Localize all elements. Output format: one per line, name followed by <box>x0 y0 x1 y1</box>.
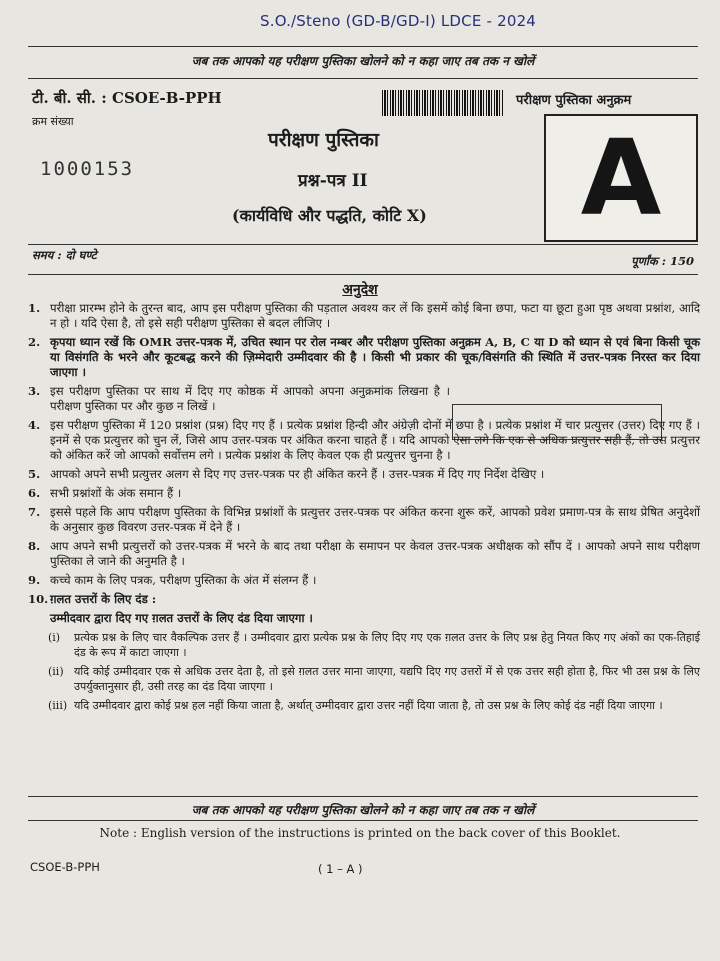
list-item <box>28 539 700 569</box>
barcode <box>382 90 504 116</box>
item-number: 4. <box>28 418 41 432</box>
sub-item-text: यदि कोई उम्मीदवार एक से अधिक उत्तर देता है, तो इसे ग़लत उत्तर माना जाएगा, यद्यपि दिए गए उत्तरों में से एक उत्तर सही होता है, फिर भी उस प्रश्न के लिए उपर्युक्तानुसार ही, उसी तरह का दंड दिया जाएगा । <box>74 665 700 693</box>
list-item <box>28 592 700 607</box>
item-number: 6. <box>28 486 41 500</box>
list-item <box>28 486 700 501</box>
top-rule-2 <box>28 78 698 79</box>
time-allowed: समय : दो घण्टे <box>32 248 97 262</box>
sub-item-number: (ii) <box>48 665 64 678</box>
handwritten-note: S.O./Steno (GD-B/GD-I) LDCE - 2024 <box>260 12 537 30</box>
item-text: सभी प्रश्नांशों के अंक समान हैं । <box>50 486 182 500</box>
item-text: कृपया ध्यान रखें कि OMR उत्तर-पत्रक में, उचित स्थान पर रोल नम्बर और परीक्षण पुस्तिका अनुक्रम A, B, C या D को ध्यान से एवं बिना किसी चूक या विसंगति के भरने और कूटबद्ध करने की ज़िम्मेदारी उम्मीदवार की है । किसी भी प्रकार की चूक/विसंगति की स्थिति में उत्तर-पत्रक निरस्त कर दिया जाएगा । <box>50 335 700 379</box>
english-note: Note : English version of the instructions is printed on the back cover of this Booklet. <box>99 826 621 840</box>
item-number: 7. <box>28 505 41 519</box>
serial-label: क्रम संख्या <box>32 115 74 128</box>
booklet-title: परीक्षण पुस्तिका <box>268 129 379 151</box>
instructions-heading: अनुदेश <box>342 282 378 298</box>
sub-item-text: प्रत्येक प्रश्न के लिए चार वैकल्पिक उत्तर हैं । उम्मीदवार द्वारा प्रत्येक प्रश्न के लिए दिए गए एक ग़लत उत्तर के लिए प्रश्न हेतु नियत किए गए अंकों का एक-तिहाई दंड के रूप में काटा जाएगा । <box>74 631 700 659</box>
footer-code: CSOE-B-PPH <box>30 860 100 874</box>
sub-item <box>48 630 700 660</box>
serial-number: 1000153 <box>40 158 135 180</box>
item-number: 1. <box>28 301 41 315</box>
item-text: परीक्षा प्रारम्भ होने के तुरन्त बाद, आप इस परीक्षण पुस्तिका की पड़ताल अवश्य कर लें कि इसमें कोई बिना छपा, फटा या छूटा हुआ पृष्ठ अथवा प्रश्नांश, आदि न हो । यदि ऐसा है, तो इसे सही परीक्षण पुस्तिका से बदल लीजिए । <box>50 301 701 330</box>
sub-item-number: (iii) <box>48 699 68 712</box>
list-item <box>28 301 700 331</box>
list-item <box>28 467 700 482</box>
item-number: 5. <box>28 467 41 481</box>
list-item <box>28 505 700 535</box>
item-text: कच्चे काम के लिए पत्रक, परीक्षण पुस्तिका के अंत में संलग्न हैं । <box>50 573 317 587</box>
paper-title: प्रश्न-पत्र II <box>298 171 368 191</box>
list-item <box>28 573 700 588</box>
bottom-rule-1 <box>28 796 698 797</box>
item-text: इससे पहले कि आप परीक्षण पुस्तिका के विभिन्न प्रश्नांशों के प्रत्युत्तर उत्तर-पत्रक पर अंकित करना शुरू करें, आपको प्रवेश प्रमाण-पत्र के साथ प्रेषित अनुदेशों के अनुसार कुछ विवरण उत्तर-पत्रक में देने हैं । <box>50 505 700 534</box>
item-number: 10. <box>28 592 49 606</box>
series-letter: A <box>580 117 662 239</box>
sub-item-text: यदि उम्मीदवार द्वारा कोई प्रश्न हल नहीं किया जाता है, अर्थात् उम्मीदवार द्वारा उत्तर नहीं दिया जाता है, तो उस प्रश्न के लिए कोई दंड नहीं दिया जाएगा । <box>74 699 663 712</box>
item-number: 9. <box>28 573 41 587</box>
series-box <box>544 114 698 242</box>
item-text: इस परीक्षण पुस्तिका पर साथ में दिए गए कोष्ठक में आपको अपना अनुक्रमांक लिखना है । परीक्षण पुस्तिका पर और कुछ न लिखें । <box>50 384 450 413</box>
sub-item <box>48 698 700 713</box>
item-text: आप अपने सभी प्रत्युत्तरों को उत्तर-पत्रक में भरने के बाद तथा परीक्षा के समापन पर केवल उत्तर-पत्रक अधीक्षक को सौंप दें । आपको अपने साथ परीक्षण पुस्तिका ले जाने की अनुमति है । <box>50 539 700 568</box>
list-item <box>28 384 700 414</box>
tbc-code: टी. बी. सी. : CSOE-B-PPH <box>32 89 222 107</box>
item-text: ग़लत उत्तरों के लिए दंड : <box>50 592 157 606</box>
mid-rule-1 <box>28 244 698 245</box>
top-rule-1 <box>28 46 698 47</box>
item-number: 8. <box>28 539 41 553</box>
bottom-rule-2 <box>28 820 698 821</box>
page-number: ( 1 – A ) <box>318 862 363 876</box>
item-number: 2. <box>28 335 41 349</box>
list-item <box>28 418 700 463</box>
list-item <box>28 335 700 380</box>
top-banner: जब तक आपको यह परीक्षण पुस्तिका खोलने को न कहा जाए तब तक न खोलें <box>191 54 535 68</box>
paper-subtitle: (कार्यविधि और पद्धति, कोटि X) <box>232 206 427 225</box>
item-text: आपको अपने सभी प्रत्युत्तर अलग से दिए गए उत्तर-पत्रक पर ही अंकित करने हैं । उत्तर-पत्रक में दिए गए निर्देश देखिए । <box>50 467 545 481</box>
booklet-sequence-label: परीक्षण पुस्तिका अनुक्रम <box>516 93 632 108</box>
penalty-heading: उम्मीदवार द्वारा दिए गए ग़लत उत्तरों के लिए दंड दिया जाएगा । <box>50 611 313 625</box>
sub-item <box>48 664 700 694</box>
instructions-list <box>28 301 700 717</box>
item-text: इस परीक्षण पुस्तिका में 120 प्रश्नांश (प्रश्न) दिए गए हैं । प्रत्येक प्रश्नांश हिन्दी और अंग्रेज़ी दोनों में छपा है । प्रत्येक प्रश्नांश में चार प्रत्युत्तर (उत्तर) दिए गए हैं । इनमें से एक प्रत्युत्तर को चुन लें, जिसे आप उत्तर-पत्रक पर अंकित करना चाहते हैं । यदि आपको ऐसा लगे कि एक से अधिक प्रत्युत्तर सही हैं, तो उस प्रत्युत्तर को अंकित करें जो आपको सर्वोत्तम लगे । प्रत्येक प्रश्नांश के लिए केवल एक ही प्रत्युत्तर चुनना है । <box>50 418 700 462</box>
bottom-banner: जब तक आपको यह परीक्षण पुस्तिका खोलने को न कहा जाए तब तक न खोलें <box>191 803 535 817</box>
item-number: 3. <box>28 384 41 398</box>
max-marks: पूर्णांक : 150 <box>631 254 694 268</box>
mid-rule-2 <box>28 274 698 275</box>
sub-item-number: (i) <box>48 631 61 644</box>
